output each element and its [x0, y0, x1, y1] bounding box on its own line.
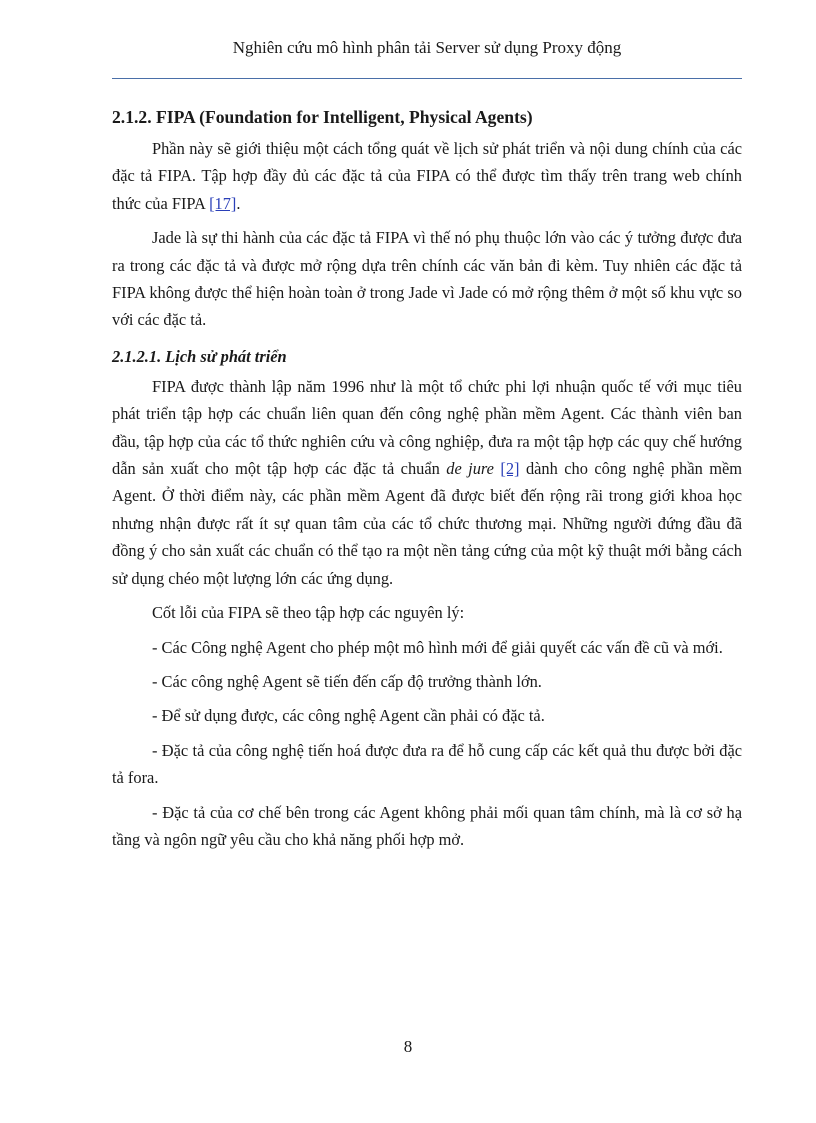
reference-link-17[interactable]: [17]: [209, 193, 237, 213]
header-divider: [112, 78, 742, 79]
running-header: Nghiên cứu mô hình phân tải Server sử dụng Proxy động: [232, 38, 622, 57]
page-body: [112, 104, 742, 860]
principles-intro: Cốt lỗi của FIPA sẽ theo tập hợp các nguyên lý:: [152, 603, 465, 623]
intro-paragraph-1-end: .: [236, 193, 241, 213]
principle-item: - Đặc tả của công nghệ tiến hoá được đưa ra để hỗ cung cấp các kết quả thu được bởi đặc tả fora.: [112, 740, 742, 788]
reference-link-2[interactable]: [2]: [500, 459, 520, 479]
intro-paragraph-1-text: Phần này sẽ giới thiệu một cách tổng quát về lịch sử phát triển và nội dung chính của các đặc tả FIPA. Tập hợp đầy đủ các đặc tả của FIPA có thể được tìm thấy trên trang web chính thức của FIPA: [112, 139, 742, 213]
history-paragraph: [112, 373, 742, 592]
page-number: 8: [403, 1037, 413, 1056]
history-text-end: dành cho công nghệ phần mềm Agent. Ở thời điểm này, các phần mềm Agent đã được biết đến rộng rãi trong giới khoa học nhưng nhận được rất ít sự quan tâm của các tổ chức thương mại. Những người đứng đầu đã đồng ý cho sản xuất các chuẩn có thể tạo ra một nền tảng cứng của một kỹ thuật mới bằng cách sử dụng chéo một lượng lớn các ứng dụng.: [112, 459, 742, 588]
section-heading: 2.1.2. FIPA (Foundation for Intelligent, Physical Agents): [112, 107, 533, 127]
principle-item: - Để sử dụng được, các công nghệ Agent cần phải có đặc tả.: [152, 706, 545, 726]
principle-item: - Các Công nghệ Agent cho phép một mô hình mới để giải quyết các vấn đề cũ và mới.: [152, 637, 723, 657]
intro-paragraph-1: [112, 135, 742, 217]
principle-item: - Đặc tả của cơ chế bên trong các Agent không phải mối quan tâm chính, mà là cơ sở hạ tầng và ngôn ngữ yêu cầu cho khả năng phối hợp mở.: [112, 802, 742, 849]
subsection-heading: 2.1.2.1. Lịch sử phát triển: [112, 346, 287, 366]
history-text-start: FIPA được thành lập năm 1996 như là một tổ chức phi lợi nhuận quốc tế với mục tiêu phát triển tập hợp các chuẩn liên quan đến công nghệ phần mềm Agent. Các thành viên ban đầu, tập hợp của các tổ thức nghiên cứu và công nghiệp, đưa ra một tập hợp các quy chế hướng dẫn sản xuất cho một tập hợp các đặc tả chuẩn: [112, 376, 742, 479]
principle-item: - Các công nghệ Agent sẽ tiến đến cấp độ trưởng thành lớn.: [152, 671, 542, 691]
intro-paragraph-2: Jade là sự thi hành của các đặc tả FIPA vì thế nó phụ thuộc lớn vào các ý tưởng được đưa ra trong các đặc tả và được mở rộng dựa trên chính các văn bản đi kèm. Tuy nhiên các đặc tả FIPA không được thể hiện hoàn toàn ở trong Jade vì Jade có mở rộng thêm ở một số khu vực so với các đặc tả.: [112, 228, 742, 330]
history-italic-term: de jure: [446, 459, 494, 479]
